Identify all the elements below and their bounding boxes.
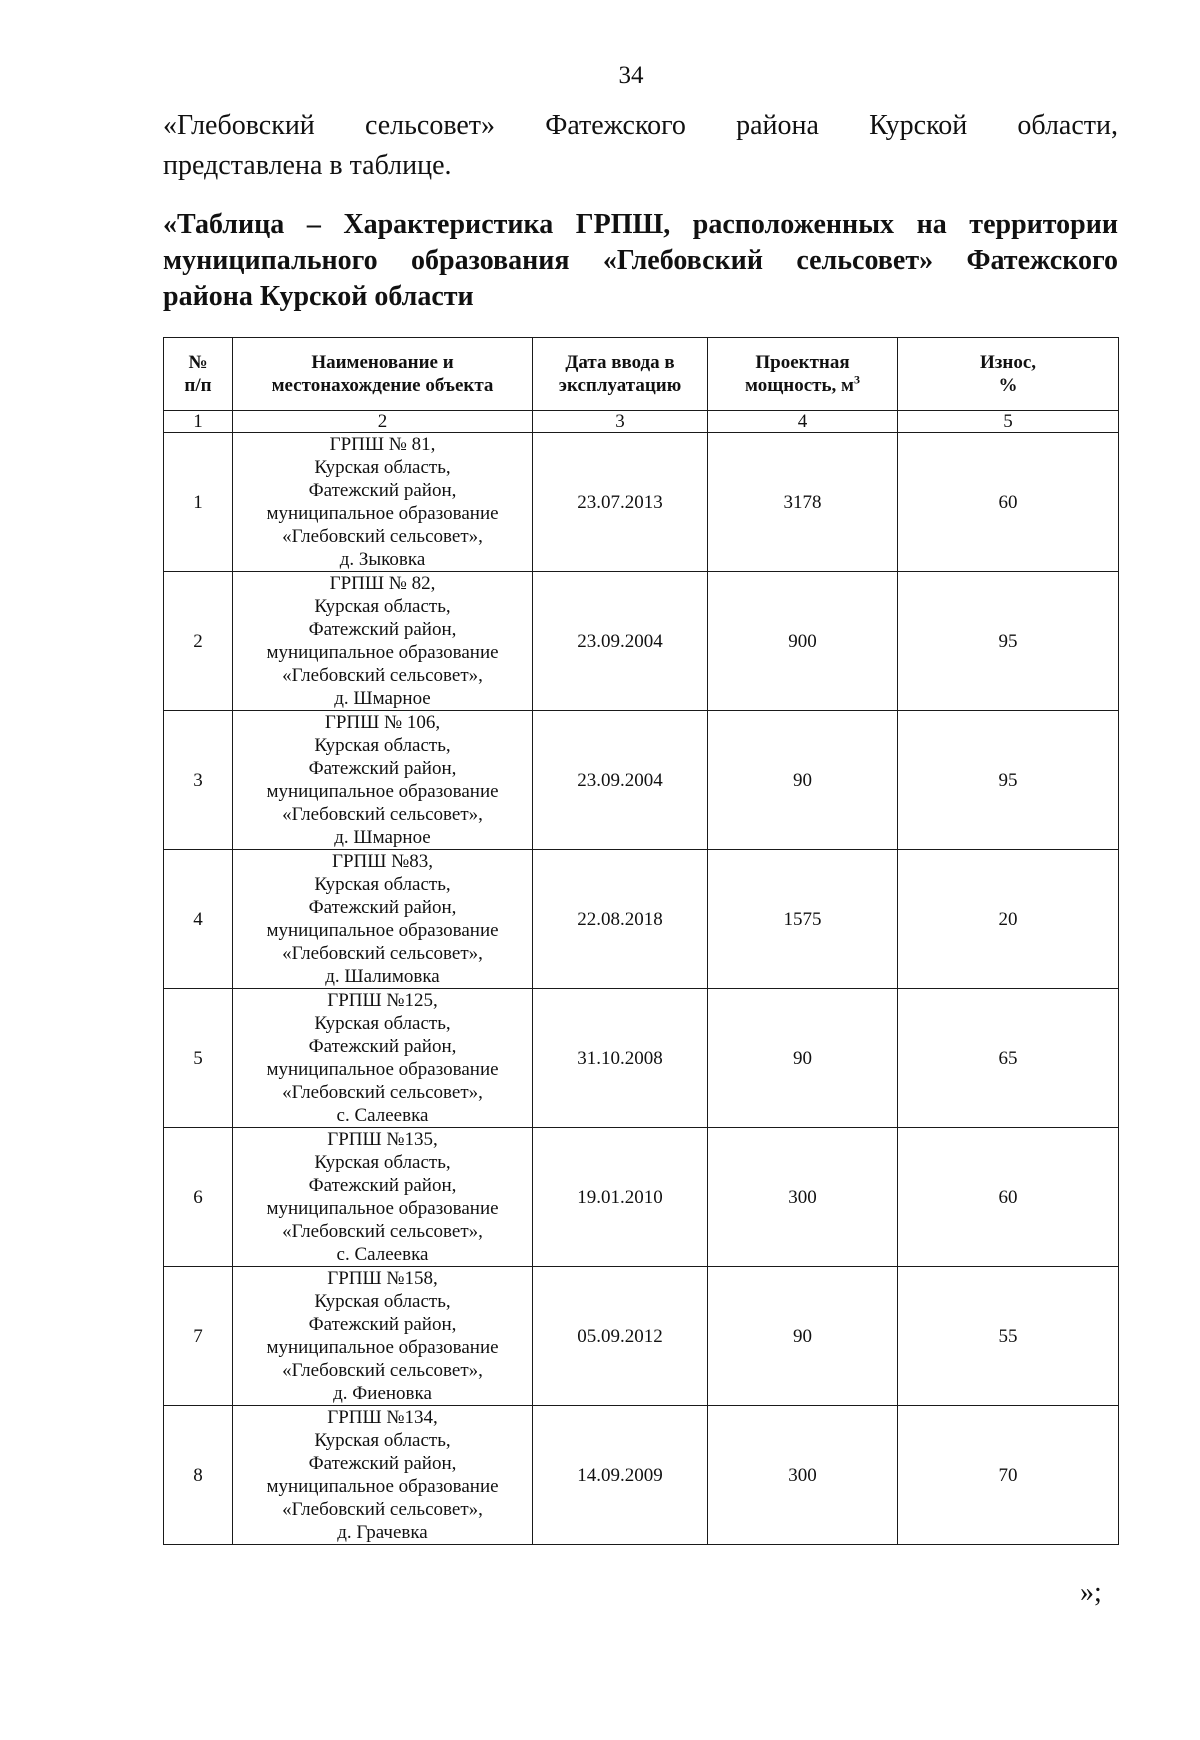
header-date [533, 338, 708, 411]
object-name-line: Курская область, [314, 1013, 451, 1034]
object-name-line: муниципальное образование [266, 1476, 499, 1497]
object-name-line: Фатежский район, [308, 480, 457, 501]
object-name-line: ГРПШ №158, [327, 1268, 438, 1289]
wear-percent: 65 [898, 989, 1119, 1128]
table-title [163, 207, 1118, 315]
design-capacity: 90 [708, 989, 898, 1128]
table-row [164, 433, 1119, 572]
object-name-line: муниципальное образование [266, 920, 499, 941]
grpsh-table [163, 337, 1119, 1545]
object-name-line: д. Шмарное [334, 827, 431, 848]
table-row [164, 850, 1119, 989]
design-capacity: 300 [708, 1406, 898, 1545]
header-num [164, 338, 233, 411]
object-name-line: «Глебовский сельсовет», [282, 665, 483, 686]
table-row [164, 989, 1119, 1128]
object-name-location [233, 1128, 533, 1267]
commissioning-date: 19.01.2010 [533, 1128, 708, 1267]
object-name-line: Фатежский район, [308, 1175, 457, 1196]
header-date-line-1: Дата ввода в [565, 352, 675, 373]
object-name-line: ГРПШ №125, [327, 990, 438, 1011]
row-number: 6 [164, 1128, 233, 1267]
column-number: 1 [164, 411, 233, 433]
object-name-location [233, 572, 533, 711]
commissioning-date: 23.09.2004 [533, 572, 708, 711]
object-name-line: д. Шалимовка [325, 966, 440, 987]
table-title-line-2: муниципального образования «Глебовский сельсовет» Фатежского [163, 245, 1118, 276]
intro-line-1: «Глебовский сельсовет» Фатежского района Курской области, [163, 110, 1118, 141]
object-name-line: Курская область, [314, 1430, 451, 1451]
design-capacity: 3178 [708, 433, 898, 572]
row-number: 8 [164, 1406, 233, 1545]
table-header-row [164, 338, 1119, 411]
intro-line-2: представлена в таблице. [163, 150, 452, 181]
object-name-line: ГРПШ № 106, [324, 712, 441, 733]
table-row [164, 1128, 1119, 1267]
object-name-line: Фатежский район, [308, 1314, 457, 1335]
header-num-line-1: № [188, 352, 208, 373]
object-name-line: Фатежский район, [308, 758, 457, 779]
object-name-line: муниципальное образование [266, 1198, 499, 1219]
intro-paragraph [163, 106, 1118, 186]
design-capacity: 300 [708, 1128, 898, 1267]
row-number: 7 [164, 1267, 233, 1406]
table-row [164, 572, 1119, 711]
page-number: 34 [618, 62, 644, 89]
table-row [164, 711, 1119, 850]
object-name-line: «Глебовский сельсовет», [282, 1360, 483, 1381]
object-name-line: «Глебовский сельсовет», [282, 526, 483, 547]
object-name-line: Курская область, [314, 596, 451, 617]
table-row [164, 1267, 1119, 1406]
design-capacity: 90 [708, 1267, 898, 1406]
object-name-line: муниципальное образование [266, 503, 499, 524]
object-name-location [233, 989, 533, 1128]
object-name-line: Фатежский район, [308, 897, 457, 918]
row-number: 3 [164, 711, 233, 850]
header-wear [898, 338, 1119, 411]
object-name-line: Фатежский район, [308, 619, 457, 640]
design-capacity: 1575 [708, 850, 898, 989]
object-name-line: Курская область, [314, 1152, 451, 1173]
object-name-location [233, 433, 533, 572]
object-name-line: Курская область, [314, 735, 451, 756]
wear-percent: 95 [898, 711, 1119, 850]
object-name-line: д. Грачевка [337, 1522, 428, 1543]
object-name-line: с. Салеевка [336, 1105, 429, 1126]
header-num-line-2: п/п [184, 375, 212, 396]
object-name-line: муниципальное образование [266, 1059, 499, 1080]
header-name [233, 338, 533, 411]
wear-percent: 60 [898, 433, 1119, 572]
object-name-line: с. Салеевка [336, 1244, 429, 1265]
object-name-line: ГРПШ № 82, [329, 573, 436, 594]
column-number-row [164, 411, 1119, 433]
header-name-line-1: Наименование и [311, 352, 454, 373]
column-number: 2 [233, 411, 533, 433]
design-capacity: 90 [708, 711, 898, 850]
commissioning-date: 05.09.2012 [533, 1267, 708, 1406]
object-name-location [233, 711, 533, 850]
wear-percent: 55 [898, 1267, 1119, 1406]
wear-percent: 60 [898, 1128, 1119, 1267]
commissioning-date: 22.08.2018 [533, 850, 708, 989]
commissioning-date: 23.07.2013 [533, 433, 708, 572]
header-name-line-2: местонахождение объекта [271, 375, 494, 396]
object-name-line: муниципальное образование [266, 781, 499, 802]
object-name-line: ГРПШ №83, [331, 851, 434, 872]
object-name-location [233, 1406, 533, 1545]
header-capacity-line-2: мощность, м [745, 375, 854, 396]
table-title-line-3: района Курской области [163, 281, 474, 312]
object-name-line: д. Фиеновка [333, 1383, 432, 1404]
wear-percent: 70 [898, 1406, 1119, 1545]
header-date-line-2: эксплуатацию [558, 375, 682, 396]
table-title-line-1: «Таблица – Характеристика ГРПШ, расположенных на территории [163, 209, 1118, 240]
object-name-line: Курская область, [314, 874, 451, 895]
object-name-line: «Глебовский сельсовет», [282, 1082, 483, 1103]
object-name-location [233, 850, 533, 989]
column-number: 4 [708, 411, 898, 433]
row-number: 1 [164, 433, 233, 572]
object-name-line: Фатежский район, [308, 1453, 457, 1474]
object-name-line: муниципальное образование [266, 642, 499, 663]
object-name-line: муниципальное образование [266, 1337, 499, 1358]
object-name-line: Фатежский район, [308, 1036, 457, 1057]
object-name-line: ГРПШ №135, [327, 1129, 438, 1150]
row-number: 2 [164, 572, 233, 711]
object-name-line: Курская область, [314, 1291, 451, 1312]
object-name-line: «Глебовский сельсовет», [282, 943, 483, 964]
row-number: 5 [164, 989, 233, 1128]
row-number: 4 [164, 850, 233, 989]
table-body [164, 411, 1119, 1545]
header-capacity [708, 338, 898, 411]
column-number: 3 [533, 411, 708, 433]
object-name-line: «Глебовский сельсовет», [282, 1221, 483, 1242]
header-capacity-line-1: Проектная [755, 352, 850, 373]
object-name-line: «Глебовский сельсовет», [282, 1499, 483, 1520]
wear-percent: 95 [898, 572, 1119, 711]
column-number: 5 [898, 411, 1119, 433]
table-row [164, 1406, 1119, 1545]
header-capacity-line-2-wrap [712, 374, 893, 397]
header-wear-line-2: % [998, 375, 1018, 396]
object-name-location [233, 1267, 533, 1406]
object-name-line: Курская область, [314, 457, 451, 478]
design-capacity: 900 [708, 572, 898, 711]
commissioning-date: 14.09.2009 [533, 1406, 708, 1545]
commissioning-date: 31.10.2008 [533, 989, 708, 1128]
object-name-line: ГРПШ № 81, [329, 434, 436, 455]
header-wear-line-1: Износ, [979, 352, 1037, 373]
object-name-line: ГРПШ №134, [327, 1407, 438, 1428]
closing-quote-mark: »; [1080, 1577, 1102, 1608]
object-name-line: д. Зыковка [339, 549, 426, 570]
header-capacity-superscript: 3 [853, 372, 860, 387]
commissioning-date: 23.09.2004 [533, 711, 708, 850]
wear-percent: 20 [898, 850, 1119, 989]
object-name-line: д. Шмарное [334, 688, 431, 709]
object-name-line: «Глебовский сельсовет», [282, 804, 483, 825]
